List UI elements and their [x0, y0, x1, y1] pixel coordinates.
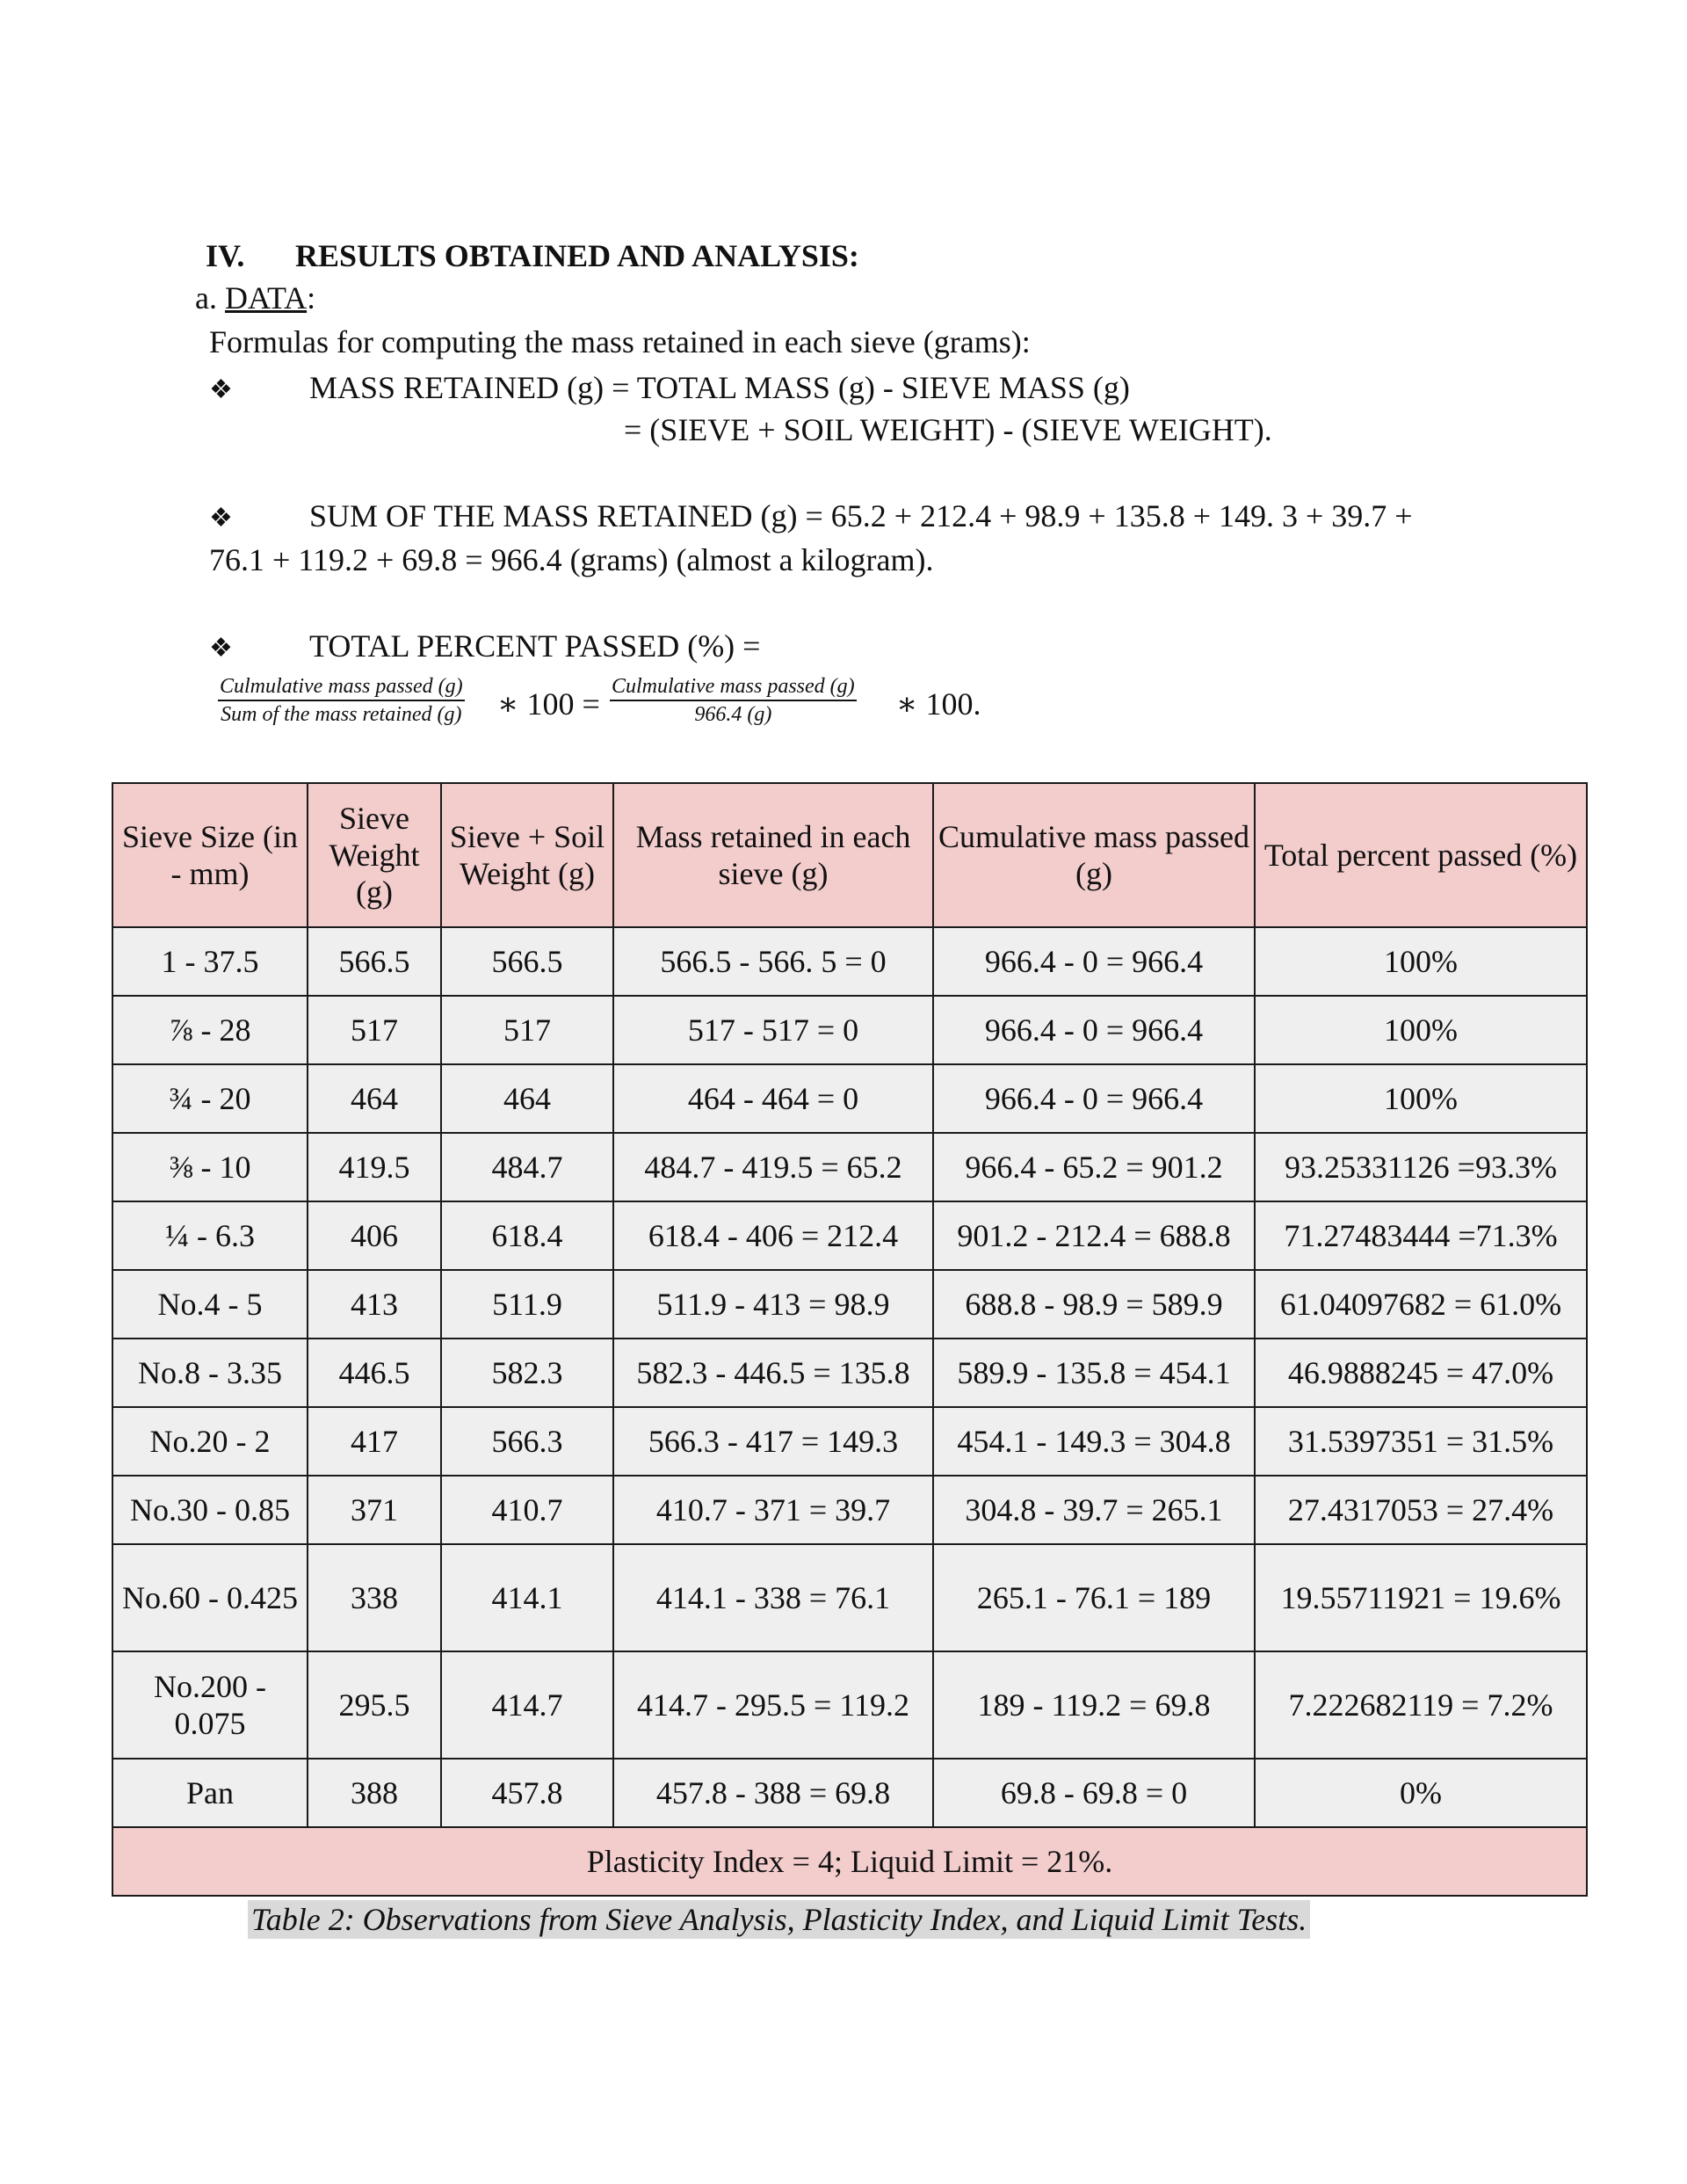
cell-sieve-weight: 446.5: [308, 1339, 441, 1407]
fraction-1: [218, 675, 465, 727]
cell-sieve-weight: 566.5: [308, 927, 441, 996]
cell-sieve-size: ⅜ - 10: [112, 1133, 308, 1201]
bullet-icon: ❖: [209, 375, 233, 404]
cell-percent-passed: 19.55711921 = 19.6%: [1255, 1544, 1587, 1651]
table-row: [112, 1544, 1587, 1651]
cell-percent-passed: 0%: [1255, 1759, 1587, 1827]
cell-percent-passed: 100%: [1255, 996, 1587, 1064]
cell-sieve-weight: 371: [308, 1476, 441, 1544]
mass-formula-line1: [209, 369, 1130, 406]
cell-percent-passed: 27.4317053 = 27.4%: [1255, 1476, 1587, 1544]
cell-sieve-weight: 517: [308, 996, 441, 1064]
cell-sieve-weight: 464: [308, 1064, 441, 1133]
cell-cumulative-mass: 69.8 - 69.8 = 0: [933, 1759, 1255, 1827]
cell-cumulative-mass: 304.8 - 39.7 = 265.1: [933, 1476, 1255, 1544]
cell-sieve-weight: 419.5: [308, 1133, 441, 1201]
table-row: [112, 1407, 1587, 1476]
cell-mass-retained: 566.5 - 566. 5 = 0: [613, 927, 933, 996]
fraction-1-denominator: Sum of the mass retained (g): [221, 703, 462, 726]
cell-mass-retained: 582.3 - 446.5 = 135.8: [613, 1339, 933, 1407]
subsection-title: DATA: [224, 280, 308, 316]
percent-formula-text: TOTAL PERCENT PASSED (%) =: [309, 628, 761, 664]
cell-sieve-size: ⅞ - 28: [112, 996, 308, 1064]
cell-sieve-soil-weight: 618.4: [441, 1201, 613, 1270]
cell-sieve-soil-weight: 414.7: [441, 1651, 613, 1759]
cell-percent-passed: 100%: [1255, 1064, 1587, 1133]
cell-sieve-weight: 388: [308, 1759, 441, 1827]
cell-cumulative-mass: 265.1 - 76.1 = 189: [933, 1544, 1255, 1651]
table-row: [112, 1759, 1587, 1827]
cell-mass-retained: 484.7 - 419.5 = 65.2: [613, 1133, 933, 1201]
mass-formula-text: MASS RETAINED (g) = TOTAL MASS (g) - SIEVE MASS (g): [309, 370, 1130, 405]
cell-percent-passed: 93.25331126 =93.3%: [1255, 1133, 1587, 1201]
table-row: [112, 1270, 1587, 1339]
section-number: IV.: [206, 238, 245, 273]
cell-mass-retained: 457.8 - 388 = 69.8: [613, 1759, 933, 1827]
cell-cumulative-mass: 688.8 - 98.9 = 589.9: [933, 1270, 1255, 1339]
cell-percent-passed: 71.27483444 =71.3%: [1255, 1201, 1587, 1270]
cell-cumulative-mass: 589.9 - 135.8 = 454.1: [933, 1339, 1255, 1407]
cell-cumulative-mass: 966.4 - 0 = 966.4: [933, 1064, 1255, 1133]
header-sieve-soil-weight: Sieve + Soil Weight (g): [441, 783, 613, 927]
cell-sieve-weight: 295.5: [308, 1651, 441, 1759]
header-cumulative-mass: Cumulative mass passed (g): [933, 783, 1255, 927]
cell-sieve-soil-weight: 511.9: [441, 1270, 613, 1339]
table-row: [112, 1651, 1587, 1759]
cell-sieve-size: No.4 - 5: [112, 1270, 308, 1339]
cell-sieve-soil-weight: 414.1: [441, 1544, 613, 1651]
sum-formula-line1: [209, 497, 1413, 534]
fraction-2-denominator: 966.4 (g): [694, 703, 772, 726]
subsection-suffix: :: [307, 280, 316, 316]
cell-sieve-soil-weight: 566.5: [441, 927, 613, 996]
header-sieve-weight: Sieve Weight (g): [308, 783, 441, 927]
table-header-row: [112, 783, 1587, 927]
cell-percent-passed: 100%: [1255, 927, 1587, 996]
cell-sieve-size: 1 - 37.5: [112, 927, 308, 996]
cell-sieve-size: Pan: [112, 1759, 308, 1827]
table-row: [112, 1201, 1587, 1270]
cell-sieve-size: No.20 - 2: [112, 1407, 308, 1476]
sieve-analysis-table: [112, 782, 1588, 1897]
multiplier-1: ∗ 100 =: [497, 686, 600, 722]
cell-sieve-size: No.30 - 0.85: [112, 1476, 308, 1544]
cell-cumulative-mass: 966.4 - 0 = 966.4: [933, 996, 1255, 1064]
sum-formula-text: SUM OF THE MASS RETAINED (g) = 65.2 + 212.4 + 98.9 + 135.8 + 149. 3 + 39.7 +: [309, 498, 1413, 533]
cell-sieve-size: No.60 - 0.425: [112, 1544, 308, 1651]
multiplier-2: ∗ 100.: [896, 686, 981, 722]
cell-mass-retained: 517 - 517 = 0: [613, 996, 933, 1064]
table-footer-row: [112, 1827, 1587, 1896]
fraction-2: [610, 675, 857, 727]
mass-formula-line2: = (SIEVE + SOIL WEIGHT) - (SIEVE WEIGHT).: [624, 412, 1272, 447]
table-caption: Table 2: Observations from Sieve Analysis, Plasticity Index, and Liquid Limit Tests.: [248, 1900, 1310, 1939]
table-footer-note: Plasticity Index = 4; Liquid Limit = 21%.: [112, 1827, 1587, 1896]
bullet-icon: ❖: [209, 504, 233, 533]
cell-sieve-weight: 413: [308, 1270, 441, 1339]
cell-cumulative-mass: 966.4 - 65.2 = 901.2: [933, 1133, 1255, 1201]
cell-percent-passed: 7.222682119 = 7.2%: [1255, 1651, 1587, 1759]
table-row: [112, 1133, 1587, 1201]
cell-sieve-soil-weight: 582.3: [441, 1339, 613, 1407]
subsection-prefix: a.: [195, 280, 225, 316]
cell-mass-retained: 414.7 - 295.5 = 119.2: [613, 1651, 933, 1759]
bullet-icon: ❖: [209, 634, 233, 663]
table-row: [112, 996, 1587, 1064]
percent-formula-line1: [209, 628, 761, 664]
cell-sieve-size: ¼ - 6.3: [112, 1201, 308, 1270]
cell-sieve-soil-weight: 457.8: [441, 1759, 613, 1827]
cell-cumulative-mass: 454.1 - 149.3 = 304.8: [933, 1407, 1255, 1476]
subsection-label: [195, 279, 315, 316]
cell-sieve-soil-weight: 517: [441, 996, 613, 1064]
cell-sieve-size: No.8 - 3.35: [112, 1339, 308, 1407]
cell-mass-retained: 464 - 464 = 0: [613, 1064, 933, 1133]
formula-intro: Formulas for computing the mass retained in each sieve (grams):: [209, 324, 1031, 359]
cell-sieve-soil-weight: 484.7: [441, 1133, 613, 1201]
cell-percent-passed: 61.04097682 = 61.0%: [1255, 1270, 1587, 1339]
section-heading: [206, 237, 859, 274]
table-row: [112, 1476, 1587, 1544]
fraction-1-numerator: Culmulative mass passed (g): [218, 675, 465, 701]
cell-mass-retained: 414.1 - 338 = 76.1: [613, 1544, 933, 1651]
fraction-2-numerator: Culmulative mass passed (g): [610, 675, 857, 701]
cell-sieve-size: ¾ - 20: [112, 1064, 308, 1133]
cell-percent-passed: 46.9888245 = 47.0%: [1255, 1339, 1587, 1407]
cell-cumulative-mass: 189 - 119.2 = 69.8: [933, 1651, 1255, 1759]
sum-formula-line2: 76.1 + 119.2 + 69.8 = 966.4 (grams) (almost a kilogram).: [209, 542, 934, 577]
cell-mass-retained: 511.9 - 413 = 98.9: [613, 1270, 933, 1339]
cell-sieve-size: No.200 - 0.075: [112, 1651, 308, 1759]
cell-cumulative-mass: 966.4 - 0 = 966.4: [933, 927, 1255, 996]
header-percent-passed: Total percent passed (%): [1255, 783, 1587, 927]
cell-sieve-weight: 406: [308, 1201, 441, 1270]
cell-mass-retained: 566.3 - 417 = 149.3: [613, 1407, 933, 1476]
cell-cumulative-mass: 901.2 - 212.4 = 688.8: [933, 1201, 1255, 1270]
header-sieve-size: Sieve Size (in - mm): [112, 783, 308, 927]
cell-percent-passed: 31.5397351 = 31.5%: [1255, 1407, 1587, 1476]
cell-sieve-weight: 417: [308, 1407, 441, 1476]
cell-sieve-soil-weight: 566.3: [441, 1407, 613, 1476]
cell-mass-retained: 410.7 - 371 = 39.7: [613, 1476, 933, 1544]
cell-mass-retained: 618.4 - 406 = 212.4: [613, 1201, 933, 1270]
header-mass-retained: Mass retained in each sieve (g): [613, 783, 933, 927]
cell-sieve-soil-weight: 464: [441, 1064, 613, 1133]
table-row: [112, 1339, 1587, 1407]
cell-sieve-weight: 338: [308, 1544, 441, 1651]
table-row: [112, 1064, 1587, 1133]
cell-sieve-soil-weight: 410.7: [441, 1476, 613, 1544]
table-row: [112, 927, 1587, 996]
section-title: RESULTS OBTAINED AND ANALYSIS:: [295, 238, 859, 273]
